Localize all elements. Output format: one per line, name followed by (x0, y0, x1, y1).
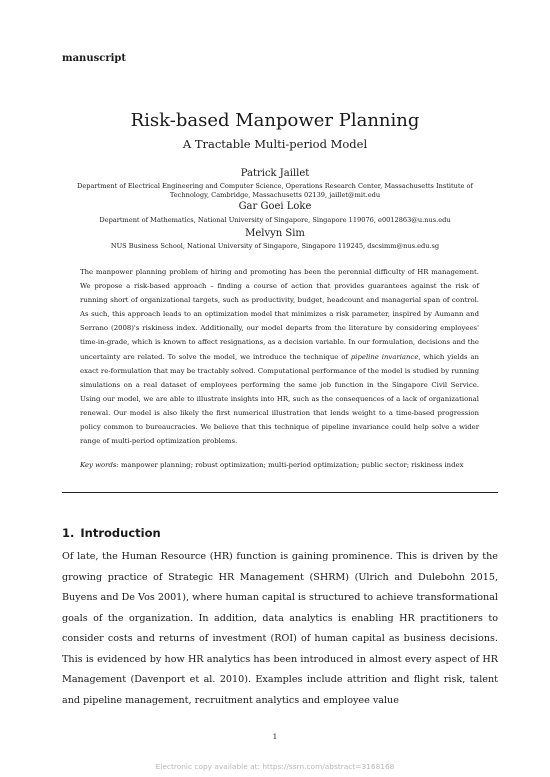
abstract-text: , which yields an exact re-formulation that may be tractably solved. Computational performance of the model is studied by running simulations on a real dataset of employees performing the same job function in the Singapore Civil Service. Using our model, we are able to illustrate insights into HR, such as the consequences of a lack of organizational renewal. Our model is also likely the first numerical illustration that lends weight to a time-based progression policy common to bureaucracies. We believe that this technique of pipeline invariance could help solve a wider range of multi-period optimization problems. (80, 352, 479, 446)
manuscript-label: manuscript (62, 53, 126, 64)
author-affiliation: Department of Electrical Engineering and Computer Science, Operations Research Center, Massachusetts Institute of Technology, Cambridge, Massachusetts 02139, jaillet@mit.edu (77, 182, 473, 199)
abstract (80, 265, 479, 448)
author-affiliation: Department of Mathematics, National University of Singapore, Singapore 119076, e0012863@u.nus.edu (99, 216, 451, 224)
paper-title: Risk-based Manpower Planning (130, 110, 420, 131)
section-body: Of late, the Human Resource (HR) function is gaining prominence. This is driven by the growing practice of Strategic HR Management (SHRM) (Ulrich and Dulebohn 2015, Buyens and De Vos 2001), where human capital is structured to achieve transformational goals of the organization. In addition, data analytics is enabling HR practitioners to consider costs and returns of investment (ROI) of human capital as business decisions. This is evidenced by how HR analytics has been introduced in almost every aspect of HR Management (Davenport et al. 2010). Examples include attrition and flight risk, talent and pipeline management, recruitment analytics and employee value (62, 551, 498, 706)
author-name: Patrick Jaillet (240, 168, 310, 179)
paper-subtitle: A Tractable Multi-period Model (182, 137, 368, 151)
keywords-text: manpower planning; robust optimization; multi-period optimization; public sector; riskiness index (120, 461, 464, 469)
section-title: Introduction (80, 526, 161, 540)
abstract-emphasis: pipeline invariance (350, 352, 419, 361)
page-number: 1 (272, 733, 278, 741)
ssrn-footer: Electronic copy available at: https://ssrn.com/abstract=3168168 (155, 762, 395, 771)
keywords (80, 460, 479, 471)
author-name: Melvyn Sim (245, 228, 305, 239)
section-heading (62, 526, 161, 540)
keywords-separator: : (116, 461, 121, 469)
abstract-divider (62, 492, 498, 493)
author-affiliation: NUS Business School, National University of Singapore, Singapore 119245, dscsimm@nus.edu.sg (110, 242, 440, 250)
author-name: Gar Goei Loke (238, 201, 312, 212)
section-number: 1. (62, 526, 75, 540)
abstract-text: The manpower planning problem of hiring and promoting has been the perennial difficulty of HR management. We propose a risk-based approach – finding a course of action that provides guarantees against the risk of running short of organizational targets, such as productivity, budget, headcount and managerial span of control. As such, this approach leads to an optimization model that minimizes a risk parameter, inspired by Aumann and Serrano (2008)'s riskiness index. Additionally, our model departs from the literature by considering employees' time-in-grade, which is known to affect resignations, as a decision variable. In our formulation, decisions and the uncertainty are related. To solve the model, we introduce the technique of (80, 268, 479, 361)
keywords-label: Key words (80, 461, 117, 469)
